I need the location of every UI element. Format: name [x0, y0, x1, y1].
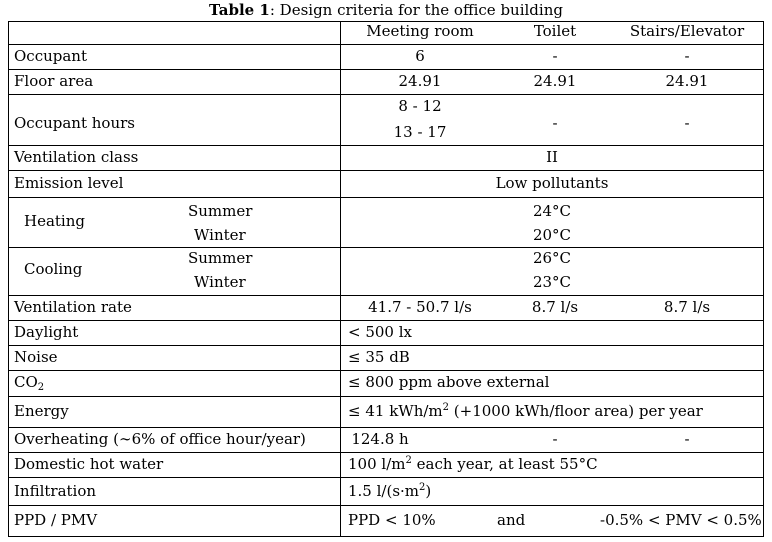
- co2-label-subscript: 2: [37, 382, 45, 393]
- row-label-ppd-pmv: PPD / PMV: [14, 511, 98, 529]
- row-label-domestic-hot-water: Domestic hot water: [14, 455, 164, 473]
- cell-ventilation-class: II: [546, 148, 558, 166]
- cell-cooling-winter: 23°C: [532, 273, 572, 291]
- rule: [8, 396, 764, 397]
- rule: [8, 197, 764, 198]
- cell-ppd-pmv-and: and: [497, 511, 526, 529]
- cell-occupant-hours-stairs: -: [684, 114, 690, 132]
- cell-heating-winter: 20°C: [532, 226, 572, 244]
- cell-overheating-stairs: -: [684, 430, 690, 448]
- row-label-noise: Noise: [14, 348, 58, 366]
- cell-floor-area-meeting: 24.91: [398, 72, 442, 90]
- rule: [8, 477, 764, 478]
- cell-occupant-stairs: -: [684, 47, 690, 65]
- row-label-occupant-hours: Occupant hours: [14, 114, 135, 132]
- cell-overheating-toilet: -: [552, 430, 558, 448]
- cell-co2: ≤ 800 ppm above external: [348, 373, 550, 391]
- header-toilet: Toilet: [533, 22, 577, 40]
- row-label-heating: Heating: [24, 212, 85, 230]
- infiltration-value-b: ): [425, 482, 432, 500]
- infiltration-value-a: 1.5 l/(s·m: [348, 482, 420, 500]
- header-meeting-room: Meeting room: [366, 22, 474, 40]
- row-label-co2: [14, 374, 44, 391]
- cell-cooling-summer: 26°C: [532, 249, 572, 267]
- cell-floor-area-stairs: 24.91: [665, 72, 709, 90]
- infiltration-value-sup: 2: [419, 482, 426, 493]
- cooling-winter-label: Winter: [194, 273, 246, 291]
- rule: [8, 21, 9, 537]
- cell-occupant-meeting: 6: [415, 47, 425, 65]
- cell-energy: [348, 403, 703, 420]
- cooling-summer-label: Summer: [188, 249, 253, 267]
- cell-occupant-hours-toilet: -: [552, 114, 558, 132]
- cell-emission-level: Low pollutants: [495, 174, 609, 192]
- cell-occupant-hours-meeting-1: 8 - 12: [398, 97, 442, 115]
- rule: [8, 370, 764, 371]
- row-label-emission-level: Emission level: [14, 174, 124, 192]
- caption-label: Table 1: [209, 1, 270, 19]
- rule: [8, 345, 764, 346]
- cell-daylight: < 500 lx: [348, 323, 412, 341]
- rule: [8, 145, 764, 146]
- cell-ppd: PPD < 10%: [348, 511, 436, 529]
- rule: [8, 170, 764, 171]
- cell-domestic-hot-water: [348, 456, 598, 473]
- row-label-infiltration: Infiltration: [14, 482, 97, 500]
- row-label-ventilation-rate: Ventilation rate: [14, 298, 132, 316]
- rule: [8, 505, 764, 506]
- cell-ventilation-rate-meeting: 41.7 - 50.7 l/s: [368, 298, 472, 316]
- table-caption: [0, 2, 772, 18]
- cell-ventilation-rate-stairs: 8.7 l/s: [663, 298, 711, 316]
- row-label-energy: Energy: [14, 402, 69, 420]
- cell-pmv: -0.5% < PMV < 0.5%: [600, 511, 762, 529]
- cell-infiltration: [348, 483, 431, 500]
- caption-text: : Design criteria for the office building: [269, 1, 563, 19]
- dhw-value-a: 100 l/m: [348, 455, 406, 473]
- heating-winter-label: Winter: [194, 226, 246, 244]
- cell-occupant-toilet: -: [552, 47, 558, 65]
- rule: [8, 320, 764, 321]
- row-label-daylight: Daylight: [14, 323, 79, 341]
- cell-occupant-hours-meeting-2: 13 - 17: [393, 123, 447, 141]
- cell-floor-area-toilet: 24.91: [533, 72, 577, 90]
- cell-noise: ≤ 35 dB: [348, 348, 410, 366]
- row-label-occupant: Occupant: [14, 47, 87, 65]
- rule: [8, 247, 764, 248]
- header-stairs-elevator: Stairs/Elevator: [629, 22, 745, 40]
- dhw-value-b: each year, at least 55°C: [411, 455, 598, 473]
- rule: [8, 44, 764, 45]
- energy-value-b: (+1000 kWh/floor area) per year: [449, 402, 703, 420]
- cell-ventilation-rate-toilet: 8.7 l/s: [531, 298, 579, 316]
- cell-heating-summer: 24°C: [532, 202, 572, 220]
- energy-value-sup: 2: [442, 402, 450, 413]
- rule: [8, 452, 764, 453]
- row-label-ventilation-class: Ventilation class: [14, 148, 139, 166]
- rule: [8, 94, 764, 95]
- co2-label-main: CO: [14, 373, 38, 391]
- row-label-cooling: Cooling: [24, 260, 83, 278]
- rule: [8, 69, 764, 70]
- rule: [8, 295, 764, 296]
- dhw-value-sup: 2: [405, 455, 412, 466]
- heating-summer-label: Summer: [188, 202, 253, 220]
- row-label-overheating: Overheating (∼6% of office hour/year): [14, 430, 306, 448]
- row-label-floor-area: Floor area: [14, 72, 94, 90]
- rule: [8, 427, 764, 428]
- rule: [8, 536, 764, 537]
- energy-value-a: ≤ 41 kWh/m: [348, 402, 443, 420]
- cell-overheating-meeting: 124.8 h: [351, 430, 409, 448]
